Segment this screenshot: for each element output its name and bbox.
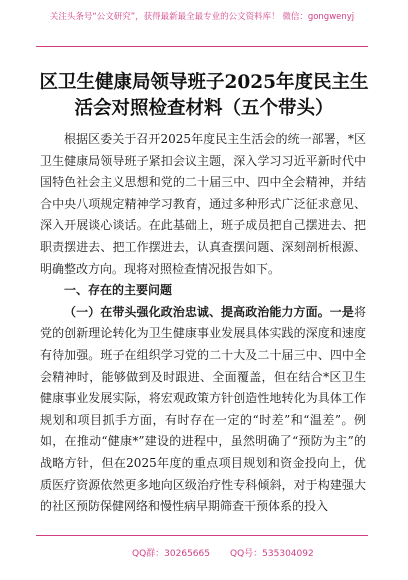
document-title: [30, 70, 378, 122]
title-line-1: 区卫生健康局领导班子2025年度民主生: [39, 72, 369, 93]
footer-qq-number: QQ号：535304092: [230, 549, 314, 559]
subsection-heading: （一）在带头强化政治忠诚、提高政治能力方面。: [64, 304, 330, 319]
subsection-text: 将党的创新理论转化为卫生健康事业发展具体实践的深度和速度有待加强。班子在组织学习党的二十大及二十届三中、四中全会精神时，能够做到及时跟进、全面覆盖，但在结合*区卫生健康事业发展实际，将宏观政策方针创造性地转化为具体工作规划和项目抓手方面，有时存在一定的“时差”和“温差”。例如，在推动“健康*”建设的进程中，虽然明确了“预防为主”的战略方针，但在2025年度的重点项目规划和资金投向上，优质医疗资源依然更多地向区级治疗性专科倾斜，对于构建强大的社区预防保健网络和慢性病早期筛查干预体系的投入: [40, 304, 366, 514]
subsection-lead: 一是: [329, 304, 354, 319]
header-divider: [36, 46, 368, 47]
title-line-2: 活会对照检查材料（五个带头）: [74, 98, 334, 119]
footer-qq-group: QQ群：30265665: [132, 549, 210, 559]
footer: [36, 535, 368, 568]
subsection-paragraph: [40, 302, 366, 518]
section-heading: 一、存在的主要问题: [64, 283, 173, 298]
intro-paragraph: 根据区委关于召开2025年度民主生活会的统一部署，*区卫生健康局领导班子紧扣会议主题，深入学习习近平新时代中国特色社会主义思想和党的二十届三中、四中全会精神，并结合中央八项规定精神学习教育，通过多种形式广泛征求意见、深入开展谈心谈话。在此基础上，班子成员把自己摆进去、把职责摆进去、把工作摆进去，认真查摆问题、深刻剖析根源、明确整改方向。现将对照检查情况报告如下。: [40, 132, 366, 276]
header-notice: 关注头条号“公文研究”，获得最新最全最专业的公文资料库！ 微信：gongwenyj: [49, 12, 355, 22]
document-body: [40, 129, 366, 518]
